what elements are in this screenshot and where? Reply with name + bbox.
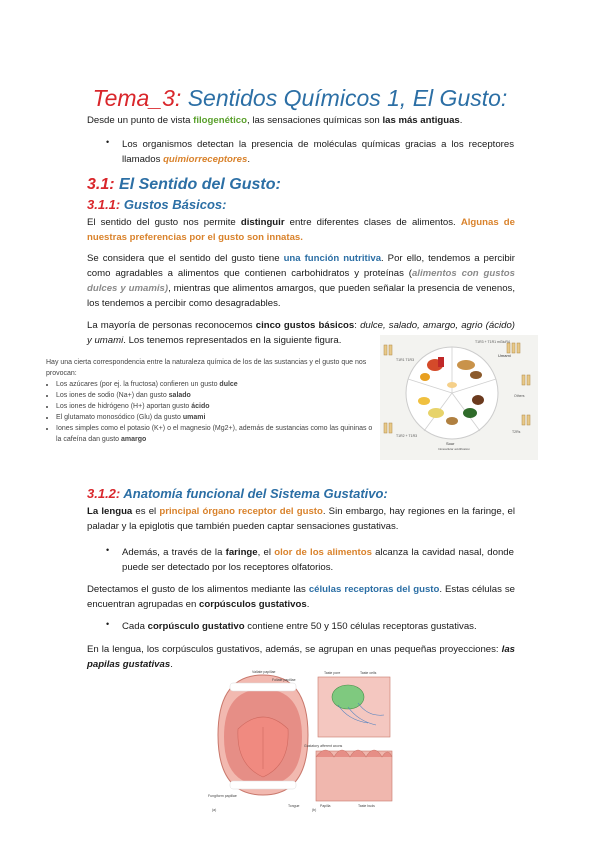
tongue-anatomy-figure bbox=[208, 665, 400, 815]
bullet-faringe: Además, a través de la faringe, el olor de los alimentos alcanza la cavidad nasal, donde puede ser detectado por los receptores olfatorios. bbox=[122, 547, 514, 573]
tongue-drawing bbox=[218, 675, 308, 795]
bullet-dot: • bbox=[106, 545, 110, 555]
label-taste-pore: Taste pore bbox=[324, 671, 341, 675]
list-item: • Los iones de hidrógeno (H+) aportan gusto ácido bbox=[56, 401, 374, 412]
label-b: (b) bbox=[312, 808, 317, 812]
heading-3-1: 3.1: El Sentido del Gusto: bbox=[87, 176, 281, 193]
paragraph-cinco-gustos: La mayoría de personas reconocemos cinco gustos básicos: dulce, salado, amargo, agrio (ácido) y umami. Los tenemos representados en la siguiente figura. bbox=[87, 320, 515, 346]
intro-paragraph: Desde un punto de vista filogenético, las sensaciones químicas son las más antiguas. bbox=[87, 115, 463, 126]
paragraph-celulas-receptoras: Detectamos el gusto de los alimentos mediante las células receptoras del gusto. Estas células se encuentran agrupadas en corpúsculos gustativos. bbox=[87, 584, 516, 610]
figure-intro: Hay una cierta correspondencia entre la naturaleza química de los de las sustancias y el gusto que nos provocan: bbox=[46, 359, 367, 377]
label-umami: Umami bbox=[498, 353, 511, 358]
label-taste-cells: Taste cells bbox=[360, 671, 377, 675]
label-tongue: Tongue bbox=[288, 804, 300, 808]
label-receptors: T1R1 T1R3 bbox=[396, 358, 415, 362]
list-item: • El glutamato monosódico (Glu) da gusto umami bbox=[56, 412, 374, 423]
papilla-block bbox=[316, 750, 392, 801]
paragraph-papilas: En la lengua, los corpúsculos gustativos, además, se agrupan en unas pequeñas proyecciones: las papilas gustativas. bbox=[87, 644, 515, 670]
figure-taste-chemistry-text bbox=[46, 357, 374, 445]
label-taste-buds: Taste buds bbox=[358, 804, 375, 808]
label-sour: Sour bbox=[446, 441, 455, 446]
page-title bbox=[0, 85, 600, 112]
label-sweet-receptors: T1R2 + T1R3 bbox=[396, 434, 418, 438]
label-a: (a) bbox=[212, 808, 217, 812]
label-afferent-axons: Gustatory afferent axons bbox=[304, 744, 343, 748]
taste-bud-block bbox=[318, 677, 390, 737]
label-bitter-receptors: T2Rs bbox=[512, 430, 521, 434]
paragraph-funcion-nutritiva: Se considera que el sentido del gusto tiene una función nutritiva. Por ello, tendemos a percibir como agradables a alimentos que contienen carbohidratos y proteínas (alimentos con gustos dulces y umamis), mientras que alimentos amargos, que pueden señalar la presencia de venenos, los tendemos a percibir como desagradables. bbox=[87, 253, 515, 309]
list-item: • Iones simples como el potasio (K+) o el magnesio (Mg2+), además de sustancias como las quininas o la cafeína dan gusto amargo bbox=[56, 423, 374, 445]
heading-3-1-2: 3.1.2: Anatomía funcional del Sistema Gustativo: bbox=[87, 486, 388, 501]
label-vallate: Vallate papillae bbox=[252, 670, 276, 674]
paragraph-gusto-distinguir: El sentido del gusto nos permite distinguir entre diferentes clases de alimentos. Algunas de nuestras preferencias por el gusto son innatas. bbox=[87, 217, 515, 243]
label-others: Others bbox=[514, 394, 525, 398]
label-fungiform: Fungiform papillae bbox=[208, 794, 237, 798]
list-item: • Los iones de sodio (Na+) dan gusto salado bbox=[56, 390, 374, 401]
bullet-quimiorreceptores: Los organismos detectan la presencia de moléculas químicas gracias a los receptores llamados quimiorreceptores. bbox=[122, 139, 514, 165]
label-umami-receptors: T1R3 + T1R1 mGluR4 bbox=[475, 340, 510, 344]
bullet-corpusculo: Cada corpúsculo gustativo contiene entre 50 y 150 células receptoras gustativas. bbox=[122, 621, 477, 632]
heading-3-1-1: 3.1.1: Gustos Básicos: bbox=[87, 197, 227, 212]
paragraph-lengua: La lengua es el principal órgano receptor del gusto. Sin embargo, hay regiones en la faringe, el paladar y la epiglotis que también pueden captar sensaciones gustativas. bbox=[87, 506, 516, 532]
title-text: Sentidos Químicos 1, El Gusto: bbox=[181, 85, 508, 111]
list-item: • Los azúcares (por ej. la fructosa) confieren un gusto dulce bbox=[56, 379, 374, 390]
taste-plate-figure bbox=[380, 335, 538, 460]
label-acidification: Intracellular acidification bbox=[438, 447, 471, 451]
bullet-dot: • bbox=[106, 137, 110, 147]
label-papilla: Papilla bbox=[320, 804, 331, 808]
title-number: Tema_3: bbox=[92, 85, 182, 111]
label-foliate: Foliate papillae bbox=[272, 678, 296, 682]
bullet-dot: • bbox=[106, 619, 110, 629]
